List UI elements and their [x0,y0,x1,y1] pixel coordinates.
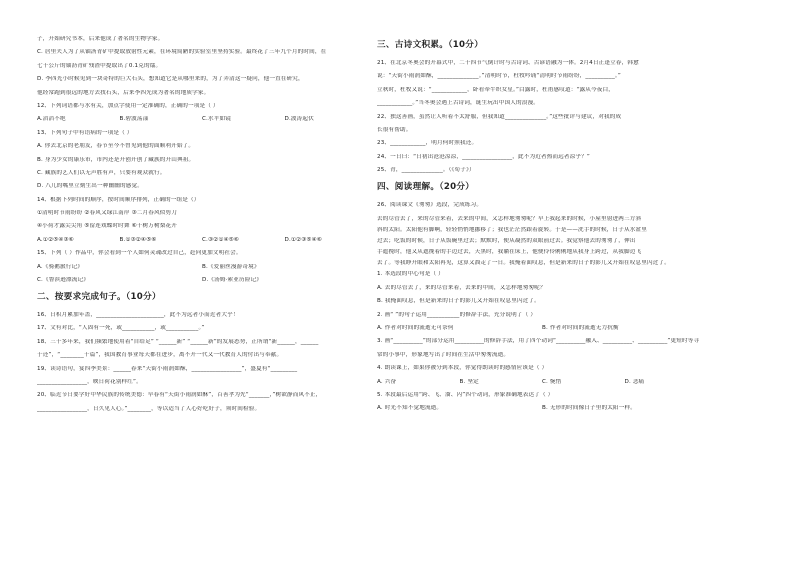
option-d: D.①②③⑤④⑥ [284,236,322,243]
question-13-stem: 13、下列句子中有语病的一项是（ ） [37,129,133,136]
option-c: C. 惋惜 [542,378,562,385]
question-13-option-c: C. 藏族的艺人们以无声胜有声，只要有观众就行。 [37,169,166,176]
option-d: D.《汤姆·索亚历险记》 [202,277,263,284]
option-b: B. 无形的时间像日子里的太阳一样。 [542,405,637,412]
question-20-line: _________________，日久见人心。”________，等以适当了人心好吃好子，须时间检验。 [37,405,261,412]
question-19-line: 19、读诗语句，宴四季美景：______春来“天街小雨润如酥，_________________”，盛夏有“_________ [37,365,298,372]
passage-line: 去了。等我睁开眼和太阳再见，这算又溜走了一日。我掩着面叹息，但是新来的日子的影儿又开始在叹息里闪过了。 [377,260,670,267]
passage-line: 过去；吃饭的时候，日子从饭碗里过去；默默时，便从凝然的双眼前过去。我觉察他去的匆匆了，伸出 [377,237,636,244]
reading-q5-stem: 5. 本段最后运用“跨、飞、溜、闪”四个动词，形象准确地表达了（ ） [377,391,554,398]
reading-q1-option-b: B. 我掩面叹息，但是新来的日子的影儿又开始在叹息里闪过了。 [377,298,540,305]
reading-q3-line: 3. 画“__________”的部分运用__________的修辞手法，用了四个动词“__________融入、__________、__________”更短时等寻 [377,338,700,345]
section-2-heading: 二、按要求完成句子。（10分） [37,292,161,303]
question-20-line: 20、临近节日要学好中华民族的传统美德：早春有“天街小雨润如酥”，百善孝为先“_______，”树欲静而风不止， [37,392,322,399]
question-14-stem: 14、根据下列时间的顺序，按时间顺序排列，正确的一组是（） [37,196,200,203]
question-14-options [37,237,367,244]
reading-q3-line: 常的小事中，形象地写出了时间在生活中匆匆流逝。 [377,351,510,358]
reading-q5-options [377,405,707,412]
option-b: B.《爱丽丝漫游奇境》 [202,263,260,270]
option-c: C.《鲁滨逊漂流记》 [37,277,89,284]
reading-q1-stem: 1. 本选段的中心句是（ ） [377,271,444,278]
left-column [37,36,367,419]
option-c: C.③②①④⑤⑥ [202,236,239,243]
question-16: 16、日积月累加年盖，_______________________，此不为远者小而近者大乎！ [37,312,239,319]
question-15-options-row2 [37,277,367,284]
question-19-line: _________________，映日荷花别样红”。 [37,378,142,385]
question-25: 25、青，______________。（《荀子》） [377,167,475,174]
question-14-line: ④小荷才露尖尖角 ⑤留连戏蝶时时舞 ⑥千树万树梨花开 [37,223,177,230]
option-c: C.水平如镜 [202,116,231,123]
question-23: 23、____________，明月何时照我还。 [377,140,478,147]
passage-line: 去的尽管去了，来的尽管来着，去来的中间，又怎样地匆匆呢？早上我起来的时候，小屋里射进两三方斜 [377,215,642,222]
option-a: A.《骑鹅旅行记》 [37,263,84,270]
question-21-line: 21、在北京冬奥会的开幕式中，二十四节气倒计时与古诗词、古谚语融为一体。2月4日正逢立春，韩愈 [377,60,639,66]
reading-q4-stem: 4. 朗读课上，如果你被分到本段，你觉得朗读时的感情应该是（ ） [377,365,548,372]
passage-line: 手遮挽时，他又从遮挽着的手边过去，天黑时，我躺在床上，他便伶伶俐俐地从我身上跨过，从我脚边飞 [377,249,642,256]
right-column [377,36,707,419]
question-22-line: 长很有帮助。 [377,126,412,133]
section-3-heading: 三、古诗文积累。（10分） [377,40,484,50]
question-13-option-d: D. 八儿的嘴里立刻生出一种幽幽的感觉。 [37,183,143,190]
option-a: A. 作者对时间的流逝无可奈何 [377,325,454,332]
option-b: B. 坚定 [459,378,479,385]
option-a: A.①②⑤④③⑥ [37,236,74,243]
intro-line: 子，开始研究书本，后来他成了著名的生物学家。 [37,36,164,42]
question-14-line: ①清明时节雨纷纷 ②春风又绿江南岸 ③二月春风似剪刀 [37,210,177,217]
option-d: D.波涛起伏 [284,116,314,123]
question-13-option-a: A. 你去北京的老朋友，春节至今不曾见到他的面顺利开始了。 [37,143,195,150]
question-21-line: 说：“天街小雨润如酥，______________。”清明时节，杜牧吟诵“清明时节雨纷纷，__________。” [377,73,621,80]
intro-line: 他经常跑到很远的地方去找石头，后来李四光成为著名的地质学家。 [37,89,210,96]
option-d: D. 悲痛 [624,378,645,385]
question-24: 24、一日曰：“日初出沧沧凉凉，_________________，此不为近者热而远者凉乎？” [377,153,590,160]
question-18-line: 于还”，“________千篇”，我国教育事业每天都在进步，离不开一代又一代教育人的付出与奉献。 [37,352,283,359]
passage-line: 斜的太阳。太阳他有脚啊，轻轻悄悄地挪移了；我也茫茫然跟着旋转。于是——洗手的时候，日子从水盆里 [377,226,647,233]
option-b: B. 作者对时间的流逝无力抗衡 [542,325,619,332]
question-12-options [37,116,367,123]
question-26-stem: 26、阅读课文《匆匆》选段，完成练习。 [377,202,483,209]
question-15-options-row1 [37,264,367,271]
option-b: B.碧波荡漾 [119,116,149,123]
intro-line: 七千公斤的铀沥青矿残渣中提取出了0.1克的镭。 [37,62,162,69]
intro-line: D. 李四光小时候见到一块奇特的巨大石头，想知道它是从哪里来的，为了弄清这一疑问，他一直在研究， [37,76,304,83]
option-b: B.①③②④⑤⑥ [119,236,157,243]
question-15-stem: 15、下列（ ）作品中，你会看到一个人如何灵魂改过自己，赶向更加文明社会。 [37,250,242,257]
question-12-stem: 12、下列词语都与水有关，加点字使用一定准确的，正确的一项是（ ） [37,102,219,109]
question-21-line: ____________。”当冬奥会遇上古诗词，诞生玩出中国人的浪漫。 [377,100,539,107]
reading-q2-options [377,325,707,332]
option-a: A. 时光不知不觉地流逝。 [377,405,443,412]
question-22-line: 22、独这善画，虽然让人听着不太舒服，但我知道______________。”这些批评与建议，对我的成 [377,113,622,120]
option-a: A. 兴奋 [377,378,397,385]
section-4-heading: 四、阅读理解。（20分） [377,182,475,193]
reading-q1-option-a: A. 去的尽管去了，来的尽管来着，去来的中间，又怎样地匆匆呢？ [377,284,546,291]
option-a: A.滔滔不绝 [37,116,66,123]
question-21-line: 立秋时，杜牧又说：“____________，卧看牵牛织女星。”白露时，杜甫感叹道：“露从今夜白， [377,86,614,93]
reading-q4-options [377,379,707,386]
intro-line: C. 居里夫人为了从铀沥青矿中提取放射性元素，在环境简陋的实验室里坚持实验。最终花了三年九个月的时间，在 [37,49,327,56]
question-17: 17、文有对比，“人固有一死，或___________，或___________。” [37,325,205,332]
reading-q2-stem: 2. 画“ ”的句子运用___________的修辞手法，充分说明了（ ） [377,311,537,318]
question-18-line: 18、三十多年来，我们频繁地使用着“自给足” “______新” “______新”的发展态势，正所谓“新______，______ [37,338,319,345]
question-13-option-b: B. 身为少女的康乐市，市内还是开创开创了藏族的开山典祖。 [37,156,195,163]
